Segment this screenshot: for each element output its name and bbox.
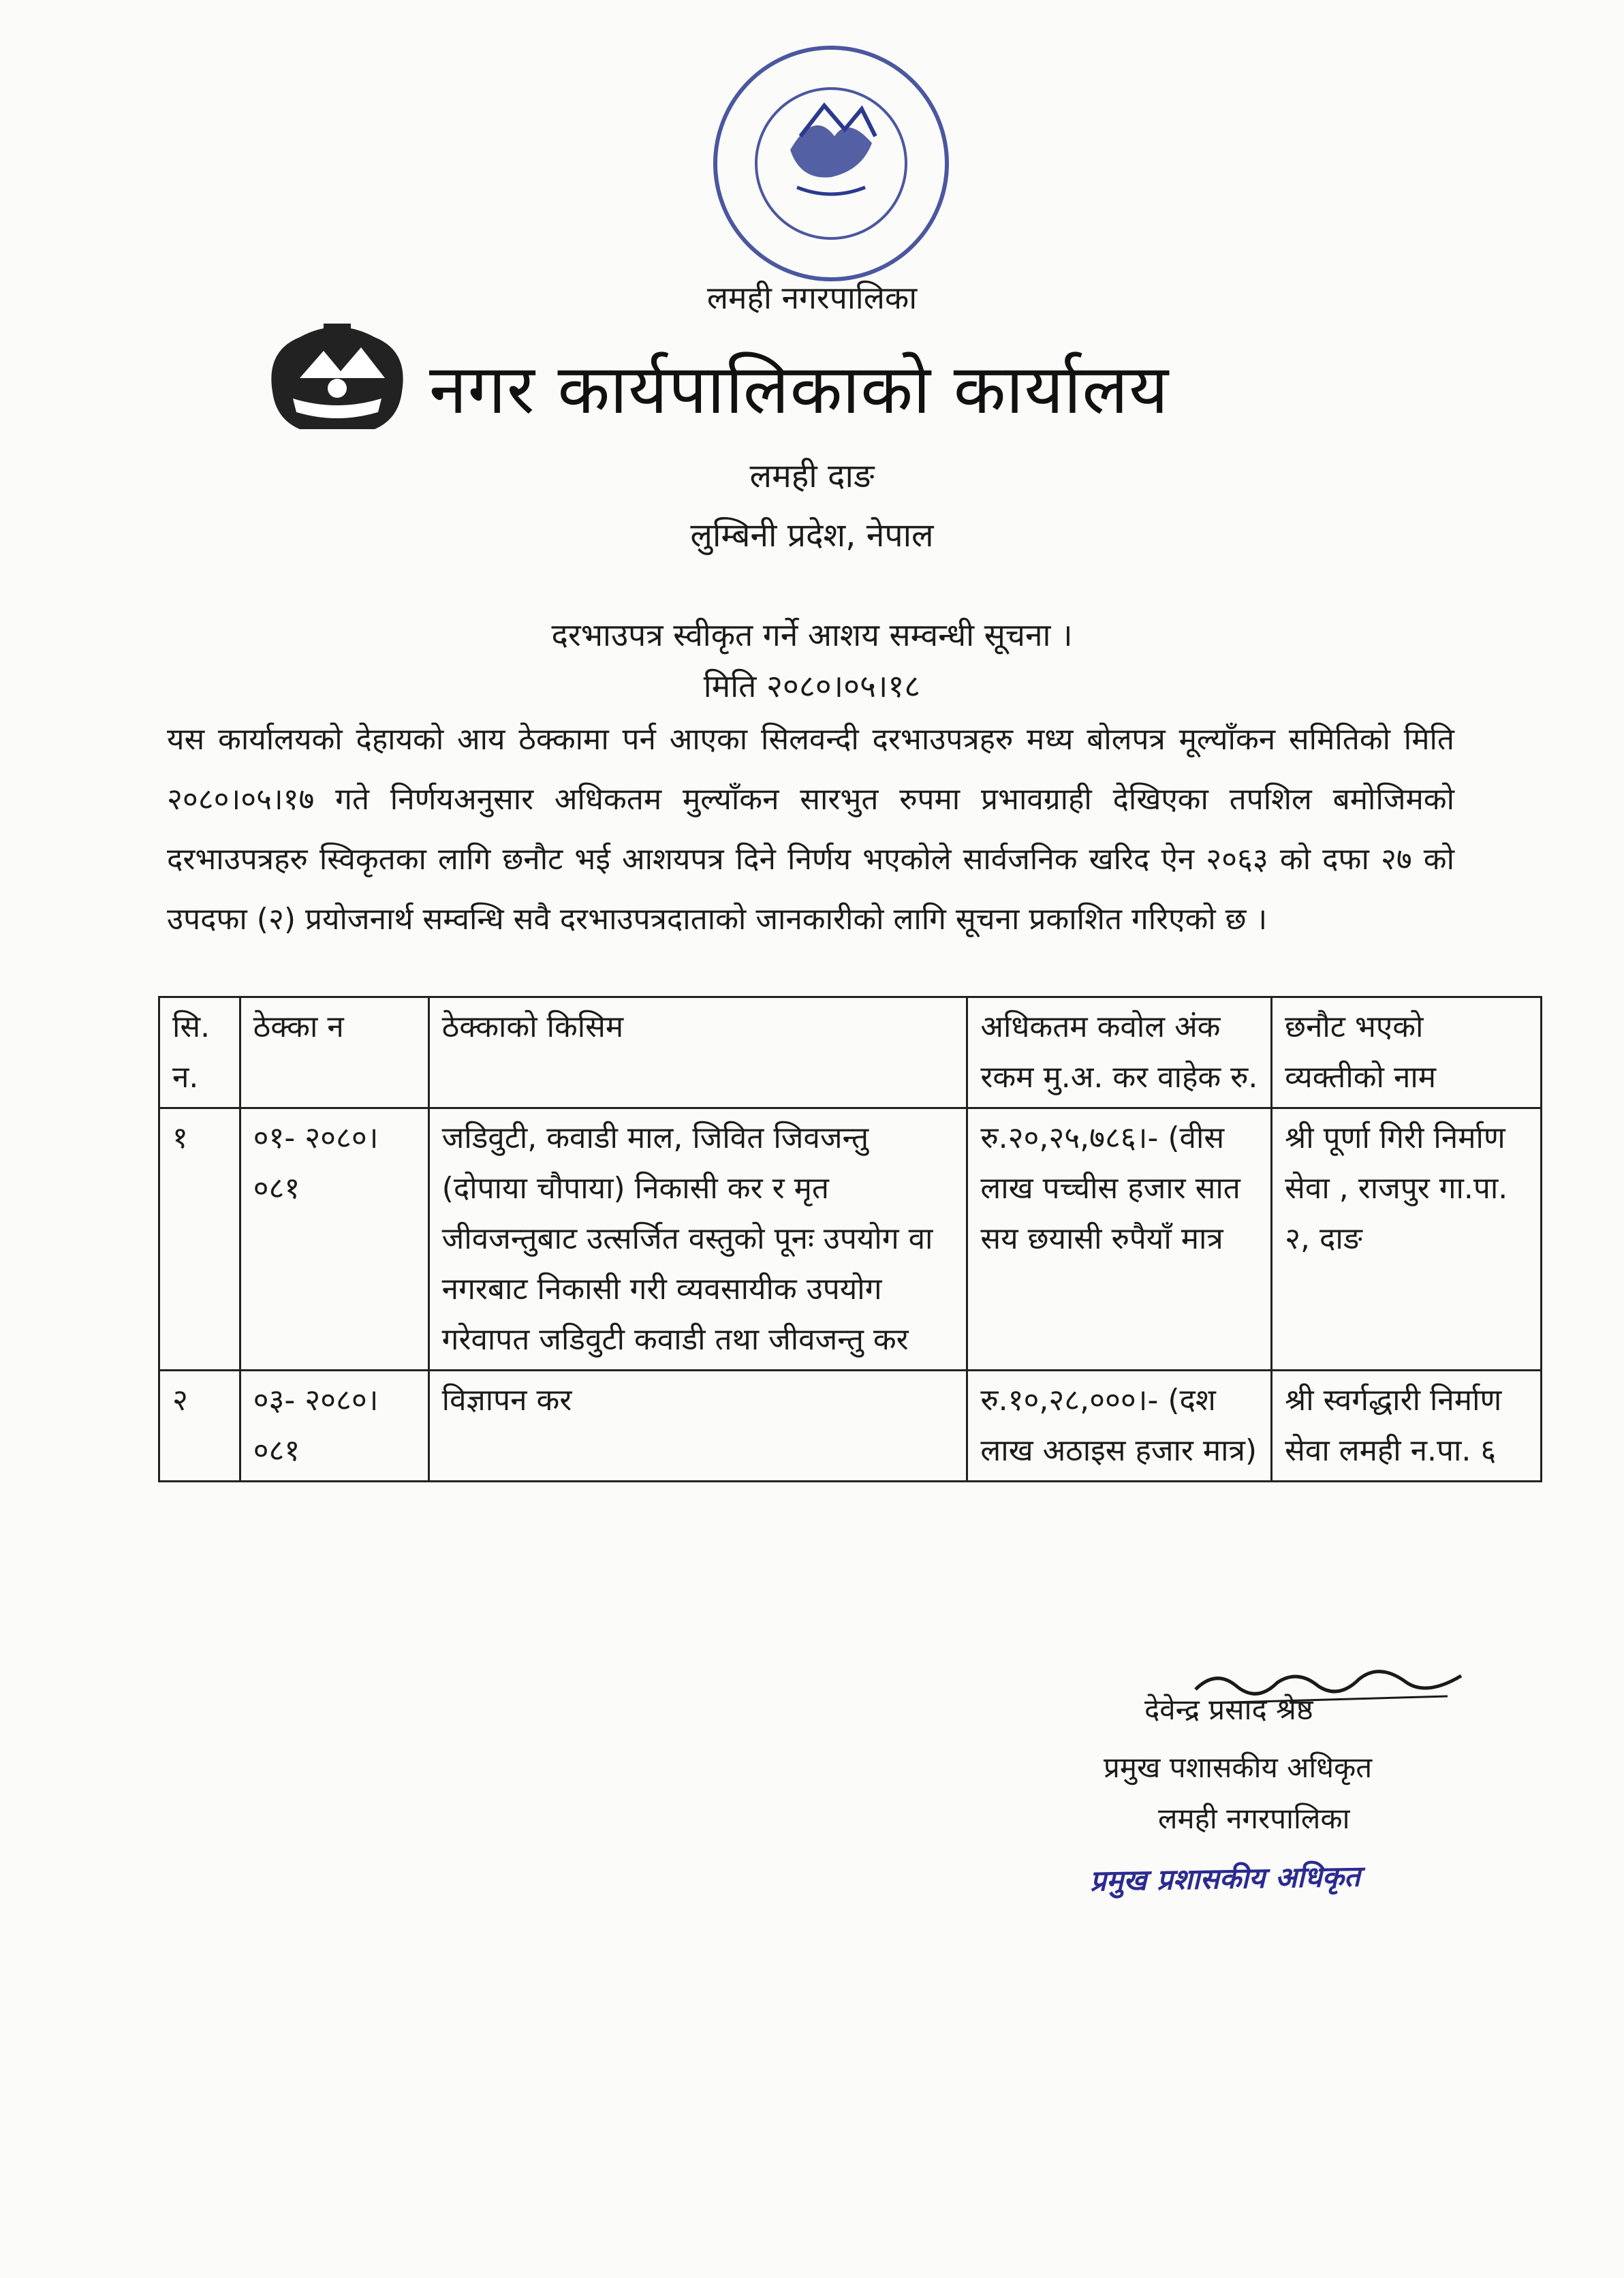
table-header-row <box>159 997 1542 1108</box>
notice-date: मिति २०८०।०५।१८ <box>703 668 921 704</box>
cell-sn: २ <box>159 1371 240 1482</box>
cell-contract-no: ०३- २०८०।०८१ <box>240 1371 428 1482</box>
cell-contract-type: विज्ञापन कर <box>428 1371 967 1482</box>
signatory-office: लमही नगरपालिका <box>1158 1802 1350 1835</box>
header-sn: सि. न. <box>159 997 240 1108</box>
cell-sn: १ <box>159 1108 240 1371</box>
seal-icon <box>688 34 974 307</box>
header-contract-type: ठेक्काको किसिम <box>428 997 967 1108</box>
header-contract-no: ठेक्का न <box>240 997 428 1108</box>
cell-contract-no: ०१- २०८०।०८१ <box>240 1108 428 1371</box>
table-row <box>159 1371 1542 1482</box>
cell-selected: श्री पूर्णा गिरी निर्माण सेवा , राजपुर गा.पा. २, दाङ <box>1272 1108 1542 1371</box>
cell-contract-type: जडिवुटी, कवाडी माल, जिवित जिवजन्तु (दोपाया चौपाया) निकासी कर र मृत जीवजन्तुबाट उत्सर्जित वस्तुको पूनः उपयोग वा नगरबाट निकासी गरी व्यवसायीक उपयोग गरेवापत जडिवुटी कवाडी तथा जीवजन्तु कर <box>428 1108 967 1371</box>
signatory-name: देवेन्द्र प्रसाद श्रेष्ठ <box>1144 1693 1313 1726</box>
header-amount: अधिकतम कवोल अंक रकम मु.अ. कर वाहेक रु. <box>967 997 1272 1108</box>
header-selected: छनौट भएको व्यक्तीको नाम <box>1272 997 1542 1108</box>
notice-body: यस कार्यालयको देहायको आय ठेक्कामा पर्न आएका सिलवन्दी दरभाउपत्रहरु मध्य बोलपत्र मूल्याँकन समितिको मिति २०८०।०५।१७ गते निर्णयअनुसार अधिकतम मुल्याँकन सारभुत रुपमा प्रभावग्राही देखिएका तपशिल बमोजिमको दरभाउपत्रहरु स्विकृतका लागि छनौट भई आशयपत्र दिने निर्णय भएकोले सार्वजनिक खरिद ऐन २०६३ को दफा २७ को उपदफा (२) प्रयोजनार्थ सम्वन्धि सवै दरभाउपत्रदाताको जानकारीको लागि सूचना प्रकाशित गरिएको छ । <box>167 722 1454 937</box>
cell-amount: रु.१०,२८,०००।- (दश लाख अठाइस हजार मात्र) <box>967 1371 1272 1482</box>
cell-selected: श्री स्वर्गद्धारी निर्माण सेवा लमही न.पा. ६ <box>1272 1371 1542 1482</box>
cell-amount: रु.२०,२५,७८६।- (वीस लाख पच्चीस हजार सात सय छयासी रुपैयाँ मात्र <box>967 1108 1272 1371</box>
office-title: नगर कार्यपालिकाको कार्यालय <box>429 349 1170 429</box>
municipality-seal-stamp <box>688 34 974 307</box>
designation-stamp: प्रमुख प्रशासकीय अधिकृत <box>1089 1859 1361 1898</box>
location-line-2: लुम्बिनी प्रदेश, नेपाल <box>690 516 934 555</box>
signatory-designation: प्रमुख पशासकीय अधिकृत <box>1104 1751 1373 1784</box>
municipality-name: लमही नगरपालिका <box>706 279 918 316</box>
location-line-1: लमही दाङ <box>749 457 875 495</box>
table-row <box>159 1108 1542 1371</box>
notice-title: दरभाउपत्र स्वीकृत गर्ने आशय सम्वन्धी सूचना । <box>551 617 1073 653</box>
nepal-emblem-icon <box>259 310 416 446</box>
contract-table <box>158 996 1542 1482</box>
